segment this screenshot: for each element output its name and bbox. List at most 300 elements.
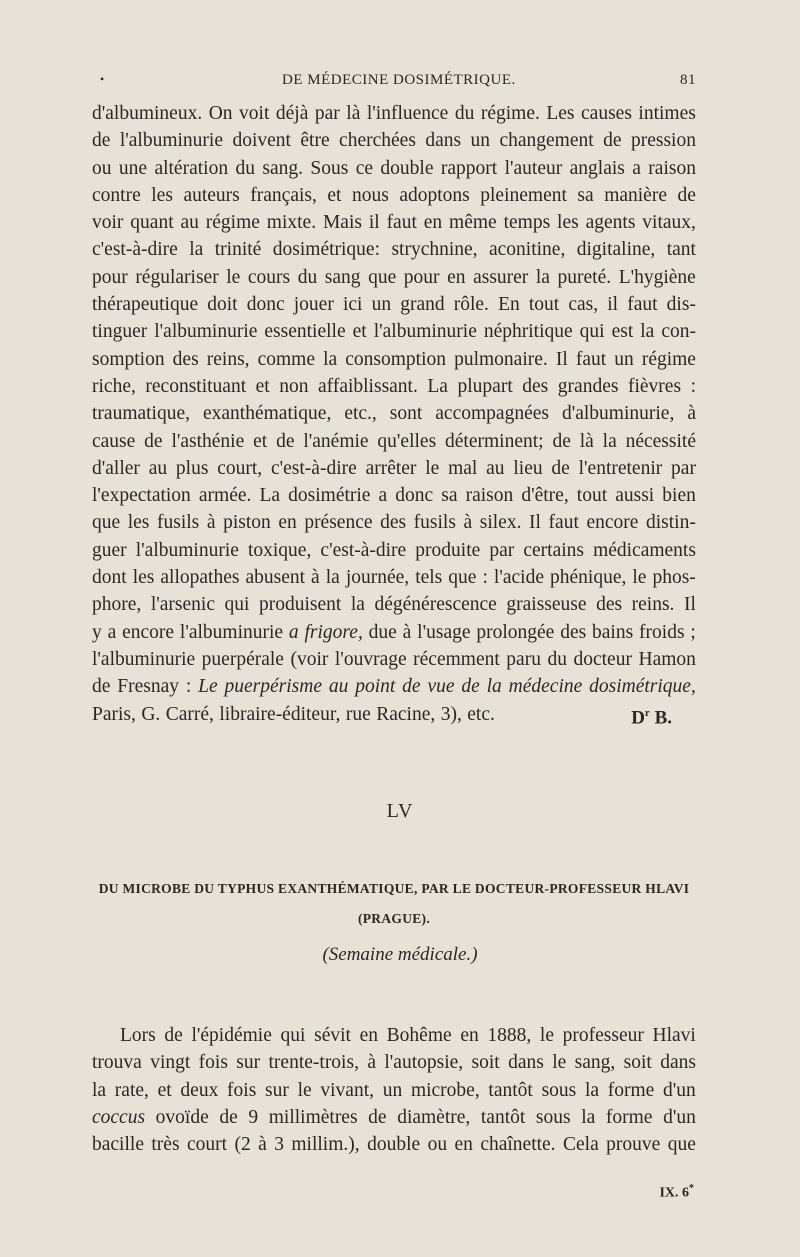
- word: de: [677, 184, 696, 206]
- word: fièvres: [627, 375, 682, 397]
- word: trente-trois,: [268, 1052, 359, 1074]
- word: anglais: [569, 157, 625, 179]
- word: au: [486, 457, 505, 479]
- word: il: [368, 212, 380, 234]
- word: des: [172, 348, 199, 370]
- word: tant: [666, 239, 696, 261]
- word: En: [498, 294, 520, 316]
- word: donc: [246, 294, 285, 316]
- word: guer: [92, 539, 127, 561]
- word: essentielle: [264, 321, 346, 343]
- word: Fresnay: [117, 676, 180, 698]
- word: rôle.: [453, 294, 489, 316]
- word: les: [557, 212, 579, 234]
- word: le: [226, 266, 241, 288]
- word: qui: [224, 594, 250, 616]
- word: agents: [585, 212, 636, 234]
- text-line: [92, 264, 696, 291]
- word: journée,: [345, 567, 410, 589]
- word: intimes: [638, 103, 696, 124]
- word: l'anémie: [303, 430, 369, 452]
- word: fois: [198, 1052, 228, 1074]
- text-line: [92, 318, 696, 345]
- text-line: [92, 236, 696, 263]
- word: de: [276, 430, 295, 452]
- page-number: 81: [680, 72, 696, 88]
- word: doit: [207, 294, 238, 316]
- word: le: [552, 1052, 567, 1074]
- word: sont: [389, 403, 423, 425]
- word: voir: [92, 212, 124, 234]
- word: :: [185, 676, 192, 698]
- word: d'albuminurie,: [561, 403, 675, 425]
- word: con-: [661, 321, 696, 343]
- word: pleinement: [480, 184, 567, 206]
- word: et: [255, 375, 270, 397]
- text-line: [92, 482, 696, 509]
- word: y: [92, 621, 102, 643]
- word: faut: [548, 512, 579, 534]
- word: ce: [355, 157, 374, 179]
- word: une: [118, 157, 148, 179]
- word: millim.),: [291, 1134, 360, 1156]
- word: (2: [234, 1134, 251, 1156]
- word: G.: [141, 703, 161, 725]
- word: de: [92, 130, 111, 152]
- word: cas,: [568, 294, 599, 316]
- running-header: [92, 72, 696, 96]
- word: l'usage: [417, 621, 471, 643]
- word: les: [127, 512, 150, 534]
- word: tinguer: [92, 321, 148, 343]
- word: :: [482, 567, 488, 589]
- word: la: [189, 239, 204, 261]
- word: reins.: [631, 594, 675, 616]
- text-line: [92, 564, 696, 591]
- word: On: [208, 103, 233, 124]
- text-line: [92, 1077, 696, 1104]
- article-title: [92, 874, 696, 934]
- text-line: [92, 537, 696, 564]
- word: tout: [528, 294, 560, 316]
- word: adoptons: [399, 184, 470, 206]
- text-line: [92, 400, 696, 427]
- word: c'est-à-dire: [270, 457, 357, 479]
- word: prouve: [606, 1134, 661, 1156]
- word: Il: [555, 348, 568, 370]
- word: rue: [345, 703, 371, 725]
- word: que: [92, 512, 121, 534]
- word: cours: [247, 266, 291, 288]
- text-line: [92, 509, 696, 536]
- word: strychnine,: [391, 239, 478, 261]
- word: dans: [660, 1052, 696, 1074]
- word: dont: [92, 567, 127, 589]
- word: qui: [280, 1025, 306, 1046]
- word: néphritique: [483, 321, 573, 343]
- word: Il: [529, 512, 541, 534]
- word: auteurs: [183, 184, 240, 206]
- word: vingt: [150, 1052, 191, 1074]
- text-line: [92, 701, 696, 728]
- word: La: [259, 485, 281, 507]
- word: dans: [508, 1052, 544, 1074]
- word: déjà: [275, 103, 309, 124]
- word: millimètres: [268, 1106, 358, 1128]
- word: un: [371, 294, 392, 316]
- word: paru: [506, 648, 541, 670]
- word: en: [454, 1134, 473, 1156]
- word: sous: [541, 1079, 577, 1101]
- word: là: [346, 103, 361, 124]
- word: a: [378, 485, 388, 507]
- word: coccus: [92, 1106, 146, 1128]
- text-line: [92, 100, 696, 127]
- text-line: [92, 646, 696, 673]
- text-line: [92, 1131, 696, 1158]
- word: à: [311, 567, 320, 589]
- word: rate,: [114, 1079, 149, 1101]
- word: manière: [604, 184, 667, 206]
- word: l'asthénie: [171, 430, 245, 452]
- word: Racine,: [376, 703, 436, 725]
- word: forme: [607, 1079, 655, 1101]
- word: tout: [576, 485, 608, 507]
- word: faut: [627, 294, 658, 316]
- word: dosimétrique:: [272, 239, 380, 261]
- word: graisseuse: [506, 594, 587, 616]
- word: court,: [217, 457, 263, 479]
- word: produite: [415, 539, 481, 561]
- word: quant: [130, 212, 174, 234]
- word: due: [368, 621, 397, 643]
- word: causes: [581, 103, 632, 124]
- word: trinité: [214, 239, 262, 261]
- word: soit: [471, 1052, 500, 1074]
- word: dans: [425, 130, 462, 152]
- word: de: [402, 676, 421, 698]
- word: et: [327, 184, 342, 206]
- word: piston: [223, 512, 271, 534]
- word: de: [603, 130, 622, 152]
- word: etc.: [467, 703, 495, 725]
- word: l'acide: [493, 567, 544, 589]
- word: l'influence: [366, 103, 449, 124]
- word: raison: [648, 157, 696, 179]
- word: aussi: [615, 485, 655, 507]
- word: Sous: [310, 157, 349, 179]
- word: non: [279, 375, 309, 397]
- word: ou: [92, 157, 112, 179]
- word: plus: [175, 457, 209, 479]
- word: Les: [546, 103, 575, 124]
- word: de: [164, 1025, 183, 1046]
- word: vue: [427, 676, 455, 698]
- word: dégénérescence: [374, 594, 497, 616]
- word: contre: [92, 184, 141, 206]
- word: reconstituant: [145, 375, 247, 397]
- word: régime: [641, 348, 696, 370]
- word: aconitine,: [488, 239, 566, 261]
- word: somption: [92, 348, 165, 370]
- word: en: [460, 1025, 479, 1046]
- word: Hlavi: [652, 1025, 696, 1046]
- word: des: [522, 375, 549, 397]
- word: nécessité: [625, 430, 696, 452]
- text-line: [92, 182, 696, 209]
- word: au: [180, 212, 199, 234]
- word: que: [368, 266, 397, 288]
- word: être: [300, 130, 330, 152]
- word: l'épidémie: [191, 1025, 272, 1046]
- word: deux: [180, 1079, 219, 1101]
- word: l'expectation: [92, 485, 191, 507]
- word: sang.: [262, 157, 303, 179]
- word: sa: [441, 485, 458, 507]
- word: même: [449, 212, 497, 234]
- text-line: [92, 291, 696, 318]
- word: en: [447, 266, 466, 288]
- word: exanthématique,: [203, 403, 332, 425]
- word: libraire-éditeur,: [219, 703, 341, 725]
- word: cause: [92, 430, 136, 452]
- word: de: [219, 1106, 238, 1128]
- article-title-line-2: (PRAGUE).: [357, 911, 431, 926]
- word: voit: [239, 103, 270, 124]
- word: encore: [586, 512, 639, 534]
- word: :: [690, 375, 696, 397]
- word: à: [367, 1052, 376, 1074]
- word: phore,: [92, 594, 142, 616]
- word: à: [206, 512, 216, 534]
- word: arrêter: [365, 457, 417, 479]
- section-number: LV: [386, 800, 414, 822]
- word: 3),: [440, 703, 462, 725]
- word: régime: [205, 212, 260, 234]
- word: Lors: [120, 1025, 156, 1046]
- word: sur: [236, 1052, 261, 1074]
- word: abusent: [245, 567, 306, 589]
- word: récemment: [413, 648, 500, 670]
- word: l'albuminurie: [119, 130, 223, 152]
- word: toxique,: [247, 539, 312, 561]
- word: reins,: [206, 348, 250, 370]
- word: la: [486, 676, 502, 698]
- word: pour: [403, 266, 440, 288]
- word: plupart: [457, 375, 513, 397]
- word: la: [581, 1106, 596, 1128]
- word: frigore,: [304, 621, 363, 643]
- word: du: [547, 648, 567, 670]
- word: fusils: [156, 512, 200, 534]
- word: le: [539, 1025, 554, 1046]
- word: d'être,: [521, 485, 569, 507]
- text-line: [92, 127, 696, 154]
- word: au: [148, 457, 168, 479]
- text-line: [92, 455, 696, 482]
- word: à: [258, 1134, 267, 1156]
- word: allopathes: [160, 567, 240, 589]
- word: ovoïde: [155, 1106, 209, 1128]
- word: la: [323, 348, 338, 370]
- word: faut: [386, 212, 417, 234]
- word: et: [157, 1079, 172, 1101]
- word: pression: [630, 130, 696, 152]
- word: des: [380, 512, 407, 534]
- word: présence: [304, 512, 373, 534]
- word: dis-: [666, 294, 696, 316]
- word: par: [671, 457, 696, 479]
- word: sang: [324, 266, 361, 288]
- word: les: [151, 184, 173, 206]
- word: ;: [690, 621, 696, 643]
- word: assurer: [473, 266, 529, 288]
- word: affaiblissant.: [318, 375, 418, 397]
- word: la: [602, 430, 617, 452]
- word: d'albumineux.: [92, 103, 203, 124]
- paragraph-albuminurie: [92, 100, 696, 728]
- word: Bohême: [386, 1025, 452, 1046]
- word: grandes: [557, 375, 619, 397]
- word: la: [640, 321, 655, 343]
- word: soit: [623, 1052, 652, 1074]
- word: microbe,: [410, 1079, 480, 1101]
- word: qui: [579, 321, 605, 343]
- word: consomption: [345, 348, 446, 370]
- word: l'autopsie,: [384, 1052, 464, 1074]
- text-line: [92, 1049, 696, 1076]
- word: au: [328, 676, 349, 698]
- word: mal: [448, 457, 478, 479]
- word: mixte.: [266, 212, 317, 234]
- word: a: [107, 621, 117, 643]
- word: puerpérisme: [224, 676, 322, 698]
- word: des: [560, 621, 587, 643]
- word: grand: [400, 294, 445, 316]
- word: dosimétrie: [288, 485, 371, 507]
- word: en: [423, 212, 443, 234]
- word: Cela: [562, 1134, 599, 1156]
- word: 1888,: [487, 1025, 532, 1046]
- word: à: [463, 512, 473, 534]
- word: changement: [499, 130, 594, 152]
- word: la: [535, 266, 550, 288]
- word: double: [380, 157, 434, 179]
- word: l'albuminurie: [154, 321, 258, 343]
- word: sur: [265, 1079, 289, 1101]
- word: à: [687, 403, 696, 425]
- word: sous: [535, 1106, 571, 1128]
- word: médicaments: [593, 539, 696, 561]
- word: digitaline,: [576, 239, 656, 261]
- word: Carré,: [165, 703, 214, 725]
- word: bains: [592, 621, 634, 643]
- word: etc.,: [344, 403, 377, 425]
- word: fois: [227, 1079, 257, 1101]
- word: prolongée: [476, 621, 555, 643]
- word: double: [367, 1134, 421, 1156]
- word: court: [186, 1134, 228, 1156]
- word: thérapeutique: [92, 294, 199, 316]
- text-line: [92, 1022, 696, 1049]
- word: de: [551, 457, 570, 479]
- word: tels: [415, 567, 443, 589]
- word: à: [402, 621, 412, 643]
- word: du: [235, 157, 255, 179]
- word: doivent: [232, 130, 291, 152]
- signature-mark: IX. 6*: [659, 1183, 694, 1201]
- word: puerpérale: [201, 648, 284, 670]
- word: de: [552, 430, 571, 452]
- text-line: [92, 591, 696, 618]
- word: l'ouvrage: [334, 648, 407, 670]
- word: et: [352, 321, 367, 343]
- word: Hamon: [638, 648, 696, 670]
- word: de: [461, 676, 480, 698]
- word: l'entretenir: [578, 457, 663, 479]
- word: est: [611, 321, 634, 343]
- word: l'albuminurie: [373, 321, 477, 343]
- word: riche,: [92, 375, 136, 397]
- word: il: [607, 294, 619, 316]
- word: Le: [198, 676, 218, 698]
- word: de: [144, 430, 163, 452]
- word: vitaux,: [642, 212, 696, 234]
- word: diamètre,: [397, 1106, 471, 1128]
- word: très: [151, 1134, 180, 1156]
- text-line: [92, 155, 696, 182]
- word: par: [314, 103, 340, 124]
- text-line: [92, 373, 696, 400]
- word: raison: [465, 485, 514, 507]
- word: que: [667, 1134, 696, 1156]
- word: déterminent;: [445, 430, 544, 452]
- text-line: [92, 619, 696, 646]
- word: jouer: [293, 294, 334, 316]
- word: et: [253, 430, 268, 452]
- word: la: [92, 1079, 107, 1101]
- word: point: [355, 676, 396, 698]
- word: qu'elles: [377, 430, 437, 452]
- word: un: [470, 130, 491, 152]
- word: Mais: [322, 212, 362, 234]
- text-line: [92, 209, 696, 236]
- word: régulariser: [135, 266, 219, 288]
- text-line: [92, 346, 696, 373]
- word: chaînette.: [480, 1134, 556, 1156]
- word: pulmonaire.: [454, 348, 548, 370]
- word: l'arsenic: [150, 594, 215, 616]
- word: cherchées: [339, 130, 416, 152]
- word: c'est-à-dire: [320, 539, 407, 561]
- word: l'albuminurie: [135, 539, 239, 561]
- word: des: [596, 594, 623, 616]
- word: L'hygiène: [618, 266, 696, 288]
- word: ou: [427, 1134, 448, 1156]
- word: pour: [92, 266, 128, 288]
- word: forme: [605, 1106, 653, 1128]
- word: le: [425, 457, 440, 479]
- word: l'albuminurie: [179, 621, 284, 643]
- word: du: [454, 103, 475, 124]
- word: comme: [257, 348, 316, 370]
- word: armée.: [198, 485, 252, 507]
- word: la: [350, 594, 365, 616]
- word: nous: [351, 184, 389, 206]
- word: temps: [503, 212, 551, 234]
- word: la: [325, 567, 340, 589]
- text-line: [92, 1104, 696, 1131]
